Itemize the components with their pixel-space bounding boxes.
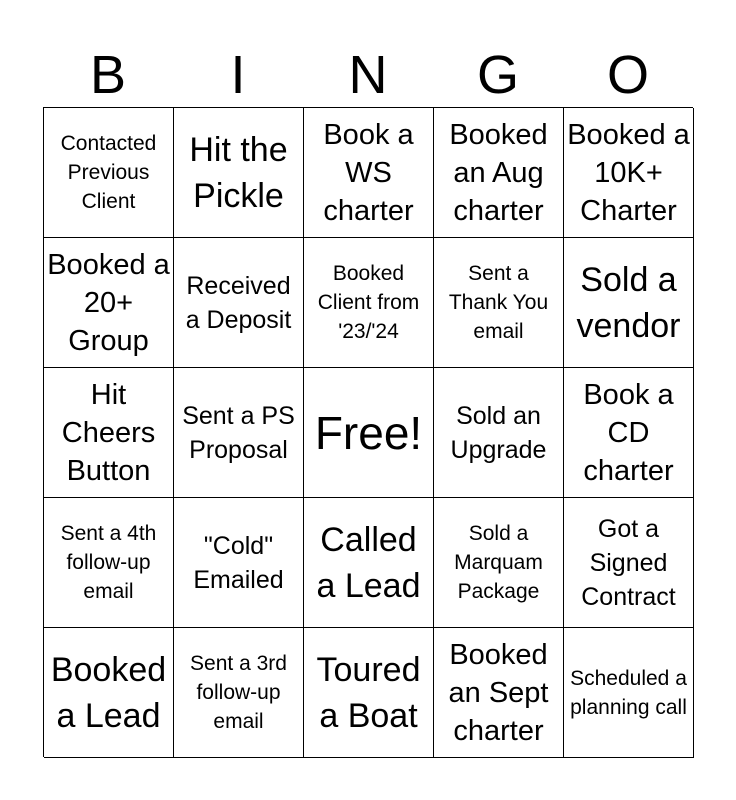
bingo-cell-free[interactable]: [304, 368, 434, 498]
bingo-cell[interactable]: [44, 498, 174, 628]
bingo-cell-label: Sent a PS Proposal: [182, 401, 295, 464]
bingo-cell-label: Booked Client from '23/'24: [317, 262, 420, 343]
bingo-cell[interactable]: [174, 628, 304, 758]
bingo-cell[interactable]: [44, 108, 174, 238]
bingo-cell[interactable]: [44, 368, 174, 498]
bingo-cell[interactable]: [174, 108, 304, 238]
bingo-cell[interactable]: [304, 238, 434, 368]
bingo-cell[interactable]: [564, 368, 694, 498]
bingo-cell-label: Hit Cheers Button: [61, 378, 156, 487]
bingo-cell[interactable]: [304, 498, 434, 628]
bingo-cell-label: Sold a Marquam Package: [454, 522, 543, 603]
header-letter-i: I: [230, 45, 246, 105]
bingo-cell[interactable]: [44, 628, 174, 758]
bingo-cell[interactable]: [174, 238, 304, 368]
bingo-cell-label: Booked an Aug charter: [449, 118, 548, 227]
bingo-cell-label: Got a Signed Contract: [581, 514, 676, 611]
bingo-cell[interactable]: [304, 628, 434, 758]
bingo-header: [43, 44, 693, 106]
bingo-cell[interactable]: [434, 108, 564, 238]
bingo-cell-label: Hit the Pickle: [189, 130, 288, 215]
bingo-cell-label: "Cold" Emailed: [193, 531, 284, 594]
bingo-cell[interactable]: [174, 498, 304, 628]
header-letter-n: N: [348, 45, 388, 105]
bingo-cell[interactable]: [434, 628, 564, 758]
bingo-cell-label: Booked a 10K+ Charter: [567, 118, 690, 227]
bingo-cell-label: Booked a 20+ Group: [47, 248, 170, 357]
bingo-cell-label: Called a Lead: [316, 520, 421, 605]
bingo-cell-label: Booked a Lead: [50, 650, 167, 735]
bingo-cell-label: Contacted Previous Client: [60, 132, 157, 213]
header-letter-g: G: [476, 45, 519, 105]
bingo-cell[interactable]: [174, 368, 304, 498]
bingo-cell-label: Book a CD charter: [583, 378, 674, 487]
bingo-cell[interactable]: [434, 238, 564, 368]
bingo-cell[interactable]: [434, 498, 564, 628]
bingo-cell-label: Booked an Sept charter: [448, 638, 549, 747]
bingo-cell-label: Sold a vendor: [576, 260, 681, 345]
bingo-cell-label: Free!: [314, 406, 423, 459]
bingo-cell-label: Received a Deposit: [185, 271, 292, 334]
bingo-cell-label: Sold an Upgrade: [450, 401, 547, 464]
bingo-cell-label: Sent a Thank You email: [448, 262, 549, 343]
bingo-cell-label: Toured a Boat: [316, 650, 421, 735]
bingo-cell[interactable]: [44, 238, 174, 368]
bingo-cell-label: Book a WS charter: [323, 118, 414, 227]
bingo-cell-label: Sent a 4th follow-up email: [60, 522, 157, 603]
bingo-cell[interactable]: [564, 628, 694, 758]
bingo-cell[interactable]: [564, 108, 694, 238]
header-letter-b: B: [89, 45, 127, 105]
bingo-cell-label: Scheduled a planning call: [570, 666, 687, 719]
bingo-cell[interactable]: [304, 108, 434, 238]
bingo-cell-label: Sent a 3rd follow-up email: [190, 652, 287, 733]
bingo-cell[interactable]: [564, 238, 694, 368]
header-letter-o: O: [606, 45, 649, 105]
bingo-board: [43, 107, 693, 757]
bingo-cell[interactable]: [434, 368, 564, 498]
bingo-cell[interactable]: [564, 498, 694, 628]
